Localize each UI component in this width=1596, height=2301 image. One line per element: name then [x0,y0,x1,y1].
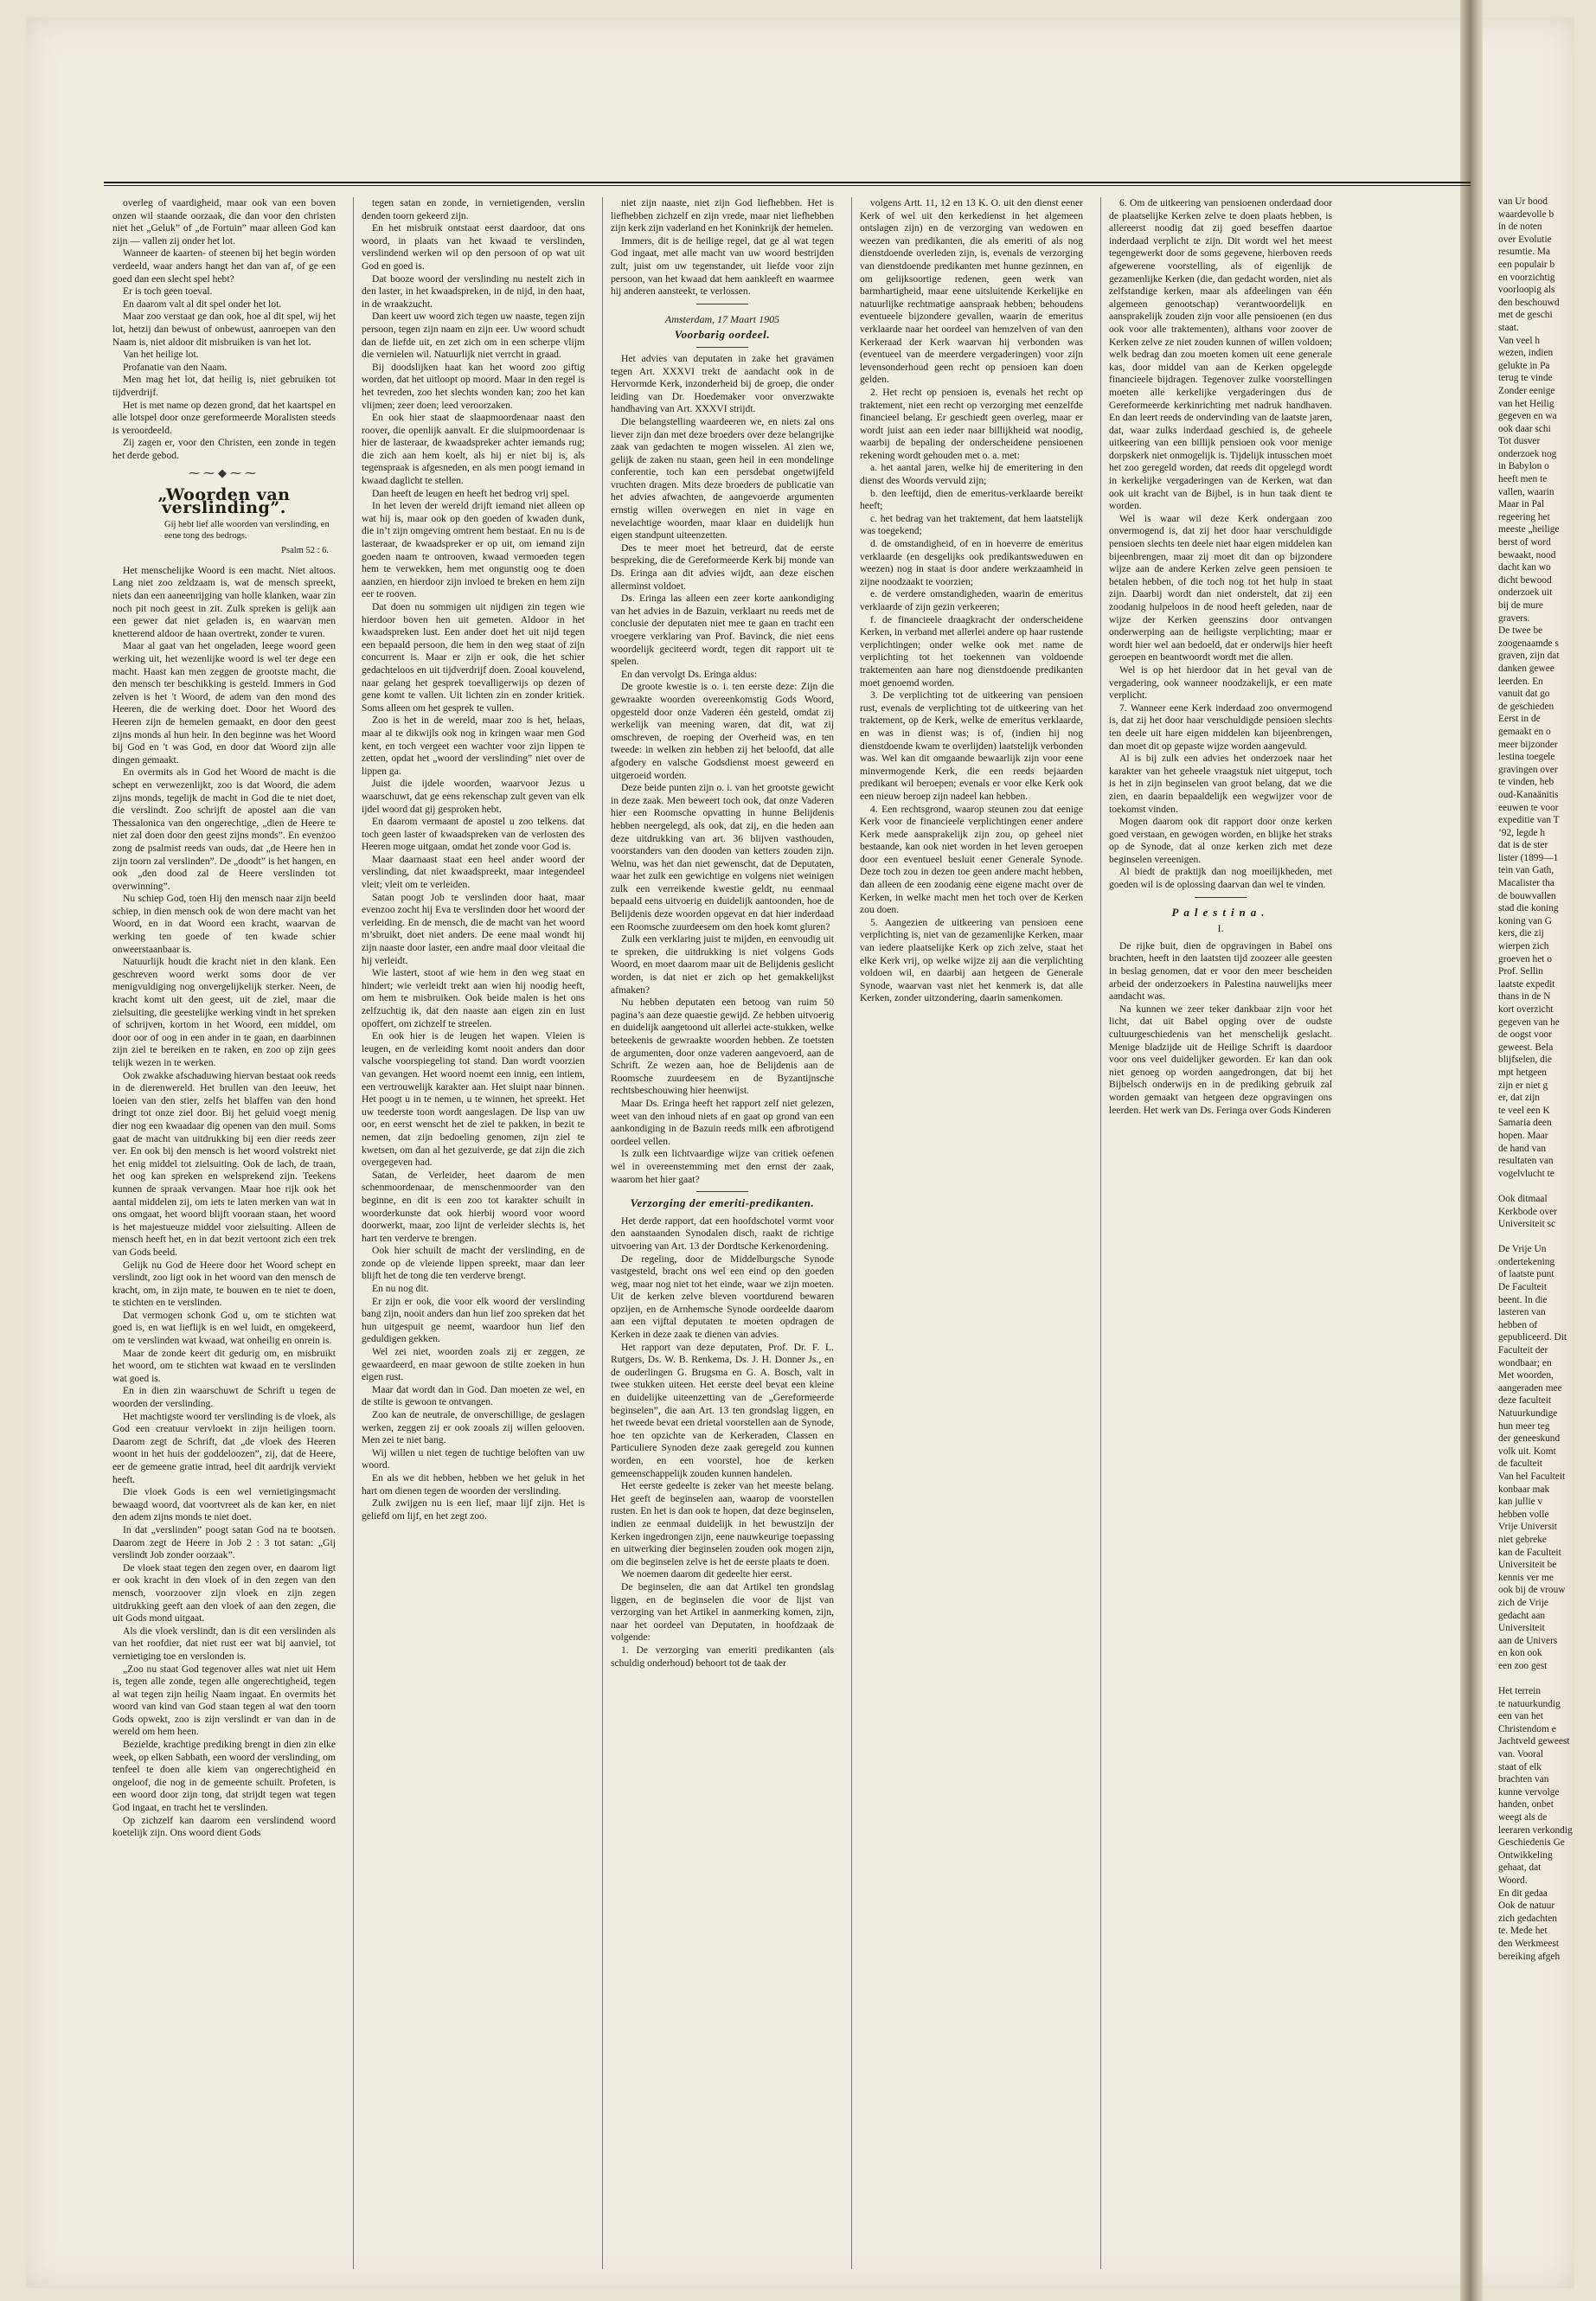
paragraph: Nu schiep God, toen Hij den mensch naar zijn beeld schiep, in dien mensch ook de won dere macht van het Woord, en in dat Woord een kracht, waarvan de werking ten goede of ten kwade schier onweerstaanbaar is. [112,893,336,955]
paragraph: b. den leeftijd, dien de emeritus-verklaarde bereikt heeft; [860,487,1083,512]
article-heading-palestina: Palestina. [1171,905,1270,919]
paragraph: Maar de zonde keert dit gedurig om, en misbruikt het woord, om te stichten wat kwaad en te verslinden wat goed is. [112,1347,336,1384]
paragraph: Profanatie van den Naam. [123,361,228,373]
text-line: expeditie van T [1498,815,1560,826]
text-line: Jachtveld geweest [1498,1736,1570,1747]
paragraph: Bezielde, krachtige prediking brengt in dien zin elke week, op elken Sabbath, een woord der verslinding, om tenfeel te doen alle kiem van ongerechtigheid en ongeloof, die nog in de gemeente schuilt. Profeten, is een woord door zijn tong, dat strijdt tegen wat tegen God ingaat, en tracht het te verslinden. [112,1739,336,1814]
text-line: de geschieden [1498,701,1554,712]
paragraph: Juist die ijdele woorden, waarvoor Jezus u waarschuwt, dat ge eens rekenschap zult geven van elk ijdel woord dat gij gesproken hebt. [362,778,585,815]
text-line: of laatste punt [1498,1269,1554,1280]
text-line: resultaten van [1498,1156,1554,1167]
paragraph: Ook hier schuilt de macht der verslinding, en de zonde op de vleiende lippen spreekt, maar dan leer blijft het de tong die ten verderve brengt. [362,1245,585,1282]
text-line: waardevolle b [1498,208,1554,220]
column-separator [353,197,354,2269]
text-line: Ook ditmaal [1498,1193,1548,1204]
text-line: te veel een K [1498,1105,1550,1116]
paragraph: En daarom vermaant de apostel u zoo telkens. dat toch geen laster of kwaadspreken van de verlosten des Heeren moge uitgaan, omdat het zonde voor God is. [362,816,585,853]
paragraph: Men mag het lot, dat heilig is, niet gebruiken tot tijdverdrijf. [112,374,336,398]
text-line: Eerst in de [1498,714,1541,725]
text-line: tein van Gath, [1498,865,1554,876]
top-rule-thin [104,185,1471,186]
text-line: konbaar mak [1498,1484,1550,1495]
text-line: zich gedachten [1498,1913,1557,1924]
paragraph: Wel is op het hierdoor dat in het geval van de vergadering, ook wanneer noodzakelijk, er een mate verplicht. [1109,663,1332,702]
paragraph: En overmits als in God het Woord de macht is die schept en verwezenlijkt, zoo is dat Woord, die adem zijns monds, tegelijk de macht in God die te niet doet, die verslindt. Zoo schrijft de apostel aan die van Thessalonica van den ongerechtige, „dien de Heere te niet zal doen door den geest zijns monds”. En evenzoo zong de psalmist reeds van ouds, dat „de Heere hen in zijn toorn zal verslinden”. De „doodt” is het hangen, en ook „den dood zal de Heere verslinden tot overwinning”. [112,766,336,892]
text-line: berst of word [1498,537,1551,548]
paragraph: volgens Artt. 11, 12 en 13 K. O. uit den dienst eener Kerk of wel uit den kerkedienst in het algemeen ontslagen zijn) en de verzorging van wedowen en weezen van predikanten, die als emeriti of als nog dienstdoende overleden zijn, is, evenals de verzorging van dienstdoende predikanten met hunne gezinnen, en om gelijksoortige redenen, geen werk van barmhartigheid, maar eene uitsluitende Kerkelijke en natuurlijke rechtmatige aanspraak hebben; behoudens eventueele bijzondere gevallen, waarin de emeritus verklaarde naar het oordeel van hemzelven of van den Kerkeraad der Kerk waarvan hij verbonden was (eventueel van de meerdere vergaderingen) voor zijn levensonderhoud geen recht op pensioen kan doen gelden. [860,197,1083,386]
text-line: beent. In die [1498,1294,1548,1305]
paragraph: Dat booze woord der verslinding nu nestelt zich in den laster, in het kwaadspreken, in de nijd, in den haat, in de wraakzucht. [362,272,585,310]
text-line: leeraren verkondig [1498,1824,1573,1836]
text-line: zich de Vrije [1498,1597,1548,1608]
column-3 [611,197,834,2269]
text-line: kan jullie v [1498,1497,1543,1508]
text-line: hopen. Maar [1498,1130,1548,1141]
text-line: regeering het [1498,511,1550,522]
text-line: van. Vooral [1498,1749,1544,1760]
article-motto: Gij hebt lief alle woorden van verslinding, en eene tong des bedrogs. [164,520,330,542]
paragraph: 2. Het recht op pensioen is, evenals het recht op traktement, niet een recht op verzorging met eenzelfde financieel belang. Er geschiedt geen overleg, maar er wordt juist aan een ieder naar billijkheid wat noodig, waarbij de bepaling der onderscheidene pensioenen rekening wordt gehouden met o. a. met: [860,386,1083,461]
paragraph: Deze beide punten zijn o. i. van het grootste gewicht in deze zaak. Men beweert toch ook, dat onze Vaderen hier een Roomsche opvatting in hunne Belijdenis hebben neergelegd, als ook, dat zij, en die heden aan deze uitdrukking van art. 36 blijven vasthouden, voorstanders van den dooden van ketters zouden zijn. Welnu, was het dan niet gewenscht, dat de Deputaten, waar het zulk een gewichtige en volgens niet weinigen zulk een verreikende kwestie geldt, nu eenmaal bepaald eens uitvoerig en duidelijk aantoonden, hoe de Belijdenis deze woorden opgevat en dat hier inderdaad een Roomsche zuurdeesem om den hoek komt gluren? [611,782,834,933]
paragraph: Zij zagen er, voor den Christen, een zonde in tegen het derde gebod. [112,437,336,461]
column-2 [362,197,585,2269]
text-line: van het Heilig [1498,398,1554,409]
paragraph: Satan, de Verleider, heet daarom de men schenmoordenaar, de menschenmoorder van den beginne, en dit is een zoo tot karakter schuilt in woorderkunste dat ook hierbij woord voor woord doorwerkt, maar, zoo lijnt de verleider slechts is, het hart ten verderve te brengen. [362,1169,585,1244]
paragraph: En dan vervolgt Ds. Eringa aldus: [621,668,758,680]
text-line: Geschiedenis Ge [1498,1837,1565,1849]
text-line: koning van G [1498,915,1553,926]
text-line: Faculteit der [1498,1345,1548,1356]
text-line: gegeven van he [1498,1016,1560,1028]
paragraph: d. de omstandigheid, of en in hoeverre de emeritus verklaarde (en desgelijks ook predikantsweduwen en weezen) nog in staat is door andere werkzaamheid in zijne noodzaakt te voorzien; [860,538,1083,587]
paragraph: Wel zei niet, woorden zoals zij er zeggen, ze gewaardeerd, en maar gewoon de stilte zoeken in hun eigen rust. [362,1346,585,1383]
paragraph: 3. De verplichting tot de uitkeering van pensioen rust, evenals de verplichting tot de uitkeering van het traktement, op de Kerk, welke de emeritus verklaarde, en was in dienst was; is of, (indien hij nog dienstdoende kwam te overlijden) laatstelijk verbonden was. Wel kan dit omgaande bewaarlijk zijn voor eene minvermogende Kerk, die een reeds bejaarden predikant wil beroepen; evenals er voor elke Kerk ook een nieuw beroep zijn nadeel kan hebben. [860,689,1083,802]
text-line: lister (1899—1 [1498,852,1559,863]
column-1-top [112,197,336,462]
text-line: Woord. [1498,1875,1528,1886]
text-line: Zonder eenige [1498,385,1555,396]
text-line: ondertekening [1498,1256,1555,1267]
paragraph: In het leven der wereld drijft iemand niet alleen op wat hij is, maar ook op den goeden of kwaden dunk, die in’t zijn omgeving omtrent hem bestaat. En nu is de lasteraar, de kwaadspreker er op uit, om iemand zijn goeden naam te ontrooven, kwaad vermoeden tegen hem te verwekken, hem met ongunstig oog te doen aanzien, en hierdoor zijn invloed te breken en hem zijn eer te rooven. [362,500,585,600]
text-line: Kerkbode over [1498,1206,1557,1217]
text-line: kennis ver me [1498,1572,1554,1583]
paragraph: Wie lastert, stoot af wie hem in den weg staat en hindert; wie verleidt trekt aan wien hij noodig heeft, om hem te misbruiken. Ook beide malen is het ons zelfzuchtig ik, dat den naaste aan eigen zin en lust opoffert, om zichzelf te streelen. [362,967,585,1029]
text-line: staat of elk [1498,1761,1542,1772]
text-line: aan de Univers [1498,1635,1558,1646]
text-line: te. Mede het [1498,1926,1548,1937]
paragraph: Natuurlijk houdt die kracht niet in den klank. Een geschreven woord werkt soms door de ver menigvuldiging nog onvergelijkelijk sterker. Neen, de kracht komt uit den geest, uit de ziel, maar die zielsuiting, die geestelijke werking vindt in het spreken of schrijven, kortom in het Woord, een middel, om door oor of oog in een ander in te gaan, en daarbinnen zijn ziel te bereiken en te raken, en zoo op zijn gees telijk wezen in te werken. [112,956,336,1068]
text-line: De twee be [1498,625,1543,637]
text-line: vogelvlucht te [1498,1168,1554,1179]
text-line: Vrije Universit [1498,1522,1557,1533]
text-line: gegeven en wa [1498,411,1557,422]
paragraph: Wij willen u niet tegen de tuchtige beloften van uw woord. [362,1446,585,1471]
column-separator [851,197,852,2269]
text-line: handen, onbet [1498,1799,1554,1811]
article-heading-woorden: „Woorden van verslinding”. [157,485,291,517]
text-line: te natuurkundig [1498,1698,1561,1709]
column-4 [860,197,1083,2269]
paragraph: Wanneer de kaarten- of steenen bij het begin worden verdeeld, waar anders hangt het dan van af, of ge een goed dan een slecht spel hebt? [112,247,336,285]
column-5-body [1109,197,1332,892]
paragraph: Al is bij zulk een advies het onderzoek naar het karakter van het geheele vraagstuk niet uitgeput, toch is het in zijn beginselen van groot belang, dat we die zien, en daarin bepaaldelijk een wegwijzer voor de toekomst vinden. [1109,753,1332,815]
paragraph: De beginselen, die aan dat Artikel ten grondslag liggen, en de beginselen die voor de lijst van verzorging van het Artikel in aanmerking komen, zijn, naar het oordeel van Deputaten, in hoofdzaak de volgende: [611,1580,834,1644]
text-line: zijn er niet g [1498,1080,1548,1091]
paragraph: Des te meer moet het betreurd, dat de eerste bespreking, die de Gereformeerde Kerk bij monde van Ds. Eringa aan dit advies wijdt, aan deze eischen allerminst voldoet. [611,542,834,592]
paragraph: 4. Een rechtsgrond, waarop steunen zou dat eenige Kerk voor de financieele verplichtingen eener andere Kerk mede aansprakelijk zijn zou, op geheel niet bestaande, kan ook niet worden in het leven geroepen door een eventueel besluit eener Generale Synode. Deze toch zou in dezen toe geen andere macht hebben, dan alleen de een zoodanig eene eigene macht over de Kerken, in welke macht men het toch over de Kerken zou doen. [860,803,1083,916]
text-line: Macalister tha [1498,878,1554,889]
paragraph: Mogen daarom ook dit rapport door onze kerken goed verstaan, en gewogen worden, en blijke het straks op de Synode, dat al onze kerken zich met deze beginselen vereenigen. [1109,816,1332,865]
paragraph: Zulk een verklaring juist te mijden, en eenvoudig uit te spreken, die uitdrukking is niet volgens Gods Woord, en moet daarom maar uit de Belijdenis geslicht worden, is dat niet er zich op het gemakkelijkst afmaken? [611,933,834,996]
paragraph: Nu hebben deputaten een betoog van ruim 50 pagina’s aan deze quaestie gewijd. Ze hebben uitvoerig en duidelijk aangetoond uit allerlei acte-stukken, welke beteekenis de gewraakte woorden hebben. Ze toetsten de argumenten, door onze vaderen aangevoerd, aan de Schrift. Ze wezen aan, hoe de Belijdenis aan de Roomsche zuurdeesem en de Byzantijnsche rechtsbeschouwing hier heenwijst. [611,997,834,1097]
adjacent-page-column [1498,195,1578,2272]
top-rule [104,182,1471,183]
text-line: Met woorden, [1498,1370,1554,1381]
article-heading-voorbarig: Voorbarig oordeel. [674,328,771,342]
paragraph: Als die vloek verslindt, dan is dit een verslinden als van het roofdier, dat niet rust eer wat bij aanviel, tot vernietiging toe en verslonden is. [112,1625,336,1662]
article-body-woorden [112,565,336,1840]
text-line: resumtie. Ma [1498,247,1551,258]
text-line: volk uit. Komt [1498,1445,1556,1457]
column-separator [1100,197,1101,2269]
text-line: hebben volle [1498,1509,1549,1520]
text-line: eeuwen te voor [1498,802,1559,813]
text-line: stad die koning [1498,903,1559,914]
text-line: kort overzicht [1498,1004,1554,1015]
paragraph: Het derde rapport, dat een hoofdschotel vormt voor den aanstaanden Synodalen disch, raakt de richtige uitvoering van Art. 13 der Dordtsche Kerkenordening. [611,1215,834,1252]
text-line: gelukte in Pa [1498,360,1550,371]
column-separator [602,197,603,2269]
paragraph: Maar Ds. Eringa heeft het rapport zelf niet gelezen, weet van den inhoud niets af en gaat op grond van een aankondiging in de Bazuin reeds milk een afbrotigend oordeel vellen. [611,1097,834,1147]
text-line: dicht bewood [1498,574,1552,586]
text-line: gravingen over [1498,764,1558,775]
paragraph: niet zijn naaste, niet zijn God liefhebben. Het is liefhebben zichzelf en zijn vrede, maar niet liefhebben zijn kerk zijn vaderland en het Koninkrijk der hemelen. [611,197,834,234]
text-line: een zoo gest [1498,1660,1548,1671]
paragraph: Het is met name op dezen grond, dat het kaartspel en alle lotspel door onze gereformeerde Moralisten steeds is veroordeeld. [112,399,336,436]
text-line: hebben of [1498,1319,1538,1330]
text-line: Van hel Faculteit [1498,1471,1566,1482]
paragraph: Er zijn er ook, die voor elk woord der verslinding bang zijn, nooit anders dan hun lief zoo spreken dat het hun uitgespuit ge neemt, waardoor hun lief den geduldigen gekken. [362,1295,585,1345]
text-line: onderzoek uit [1498,587,1553,599]
article-body-verzorging [611,1215,834,1670]
column-2-body [362,197,585,1522]
column-3-top [611,197,834,298]
article-heading-verzorging: Verzorging der emeriti-predikanten. [630,1196,815,1210]
text-line: te vinden, heb [1498,777,1554,788]
text-line: dacht kan wo [1498,562,1551,574]
text-line: wezen, indien [1498,348,1554,359]
paragraph: Wel is waar wil deze Kerk ondergaan zoo onvermogend is, dat zij het door haar verschuldigde pensioen slechts ten deele niet haar eigen middelen kan bijeenbrengen, maar zij moet dit dan op bijzondere wijze aan de andere Kerken zelve geen pensioen te betalen hebben, of die toch nog tot het hulp in staat zijn. Daarbij wordt dan niet onderstelt, dat zij een zoodanig hulpeloos in de nood heeft geleden, naar de wijze der Kerken geenszins door ontvangen onderwerping aan de heiligste verplichting; maar er wordt hier wel aan bedoeld, dat er onderwijs hier heeft geroepen en beantwoordt wordt met die allen. [1109,512,1332,663]
paragraph: En ook hier staat de slaapmoordenaar naast den roover, die openlijk aanvalt. Er die sluipmoordenaar is hier de lasteraar, de kwaadspreker achter iemands rug; die zich aan hem koelt, als hij er niet bij is, als tegenspraak is afgesneden, en als men poogt iemand in kwaad daglicht te stellen. [362,412,585,487]
text-line: Christendom e [1498,1723,1556,1734]
text-line: terug te vinde [1498,373,1553,384]
text-line: aangeraden mee [1498,1382,1562,1394]
paragraph: Het eerste gedeelte is zeker van het meeste belang. Het geeft de beginselen aan, waarop de voorstellen rusten. En het is dan ook te hopen, dat deze beginselen, indien ze eenmaal duidelijk in het bewustzijn der Kerken ingedrongen zijn, eene nauwkeurige toepassing en uitwerking dier beginselen zouden ook mogen zijn, om die beginselen zelve is het de eerste plaats te doen. [611,1480,834,1567]
paragraph: Is zulk een lichtvaardige wijze van critiek oefenen wel in overeenstemming met den ernst der zaak, waarom het hier gaat? [611,1148,834,1185]
text-line: kan de Faculteit [1498,1547,1561,1558]
paragraph: Het menschelijke Woord is een macht. Niet altoos. Lang niet zoo zeldzaam is, wat de mensch spreekt, niets dan een aaneenrijging van holle klanken, waar zin noch pit noch geest in zit. Zulk spreken is gelijk aan een gewer dat niet geladen is, en waarvan men knetterend aldoor de haan overtrekt, zonder te vuren. [112,564,336,639]
text-line: de oogst voor [1498,1029,1553,1041]
paragraph: De rijke buit, dien de opgravingen in Babel ons brachten, heeft in den laatsten tijd zoozeer alle geesten in beslag genomen, dat er voor den meer bescheiden arbeid der onderzoekers in Palestina nauwelijks meer aandacht was. [1109,939,1332,1003]
text-line: de faculteit [1498,1458,1542,1470]
text-line: den beschouwd [1498,297,1560,308]
text-line: wierpen zich [1498,941,1549,952]
text-line: leerden. En [1498,676,1543,687]
divider [696,347,748,348]
paragraph: Zoo is het in de wereld, maar zoo is het, helaas, maar al te dikwijls ook nog in kringen waar men God kent, en toch vergeet een wachter voor zijn lippen te zetten, opdat het „woord der verslinding” niet over de lippen ga. [362,715,585,777]
paragraph: Dat vermogen schonk God u, om te stichten wat goed is, en wat lieflijk is en wel luidt, en omgekeerd, om te verslinden wat kwaad, wat onheilig en onrein is. [112,1309,336,1347]
text-line: danken gewee [1498,663,1554,674]
paragraph: Dan heeft de leugen en heeft het bedrog vrij spel. [372,487,570,499]
paragraph: Maar dat wordt dan in God. Dan moeten ze wel, en de stilte is gewoon te ontvangen. [362,1383,585,1408]
paragraph: En als we dit hebben, hebben we het geluk in het hart om dienen tegen de woorden der verslinding. [362,1471,585,1497]
text-line: gemaakt en o [1498,726,1551,737]
text-line: De Faculteit [1498,1282,1547,1293]
paragraph: c. het bedrag van het traktement, dat hem laatstelijk was toegekend; [860,512,1083,537]
paragraph: Er is toch geen toeval. [123,285,213,298]
paragraph: Dat doen nu sommigen uit nijdigen zin tegen wie hierdoor boven hen uit gemeten. Aldoor in het kwaadspreken lust. Een ander doet het uit nijd tegen een bepaald persoon, die hem in den weg staat of zijn concurrent is. Maar er zijn er ook, die het schier gedachteloos en uit tijdverdrijf doen. Zooal kouvelend, naar gelang het gesprek toevalligerwijs op dezen of gene komt te vallen. Uit lichten zin en zonder kritiek. Soms alleen om het gesprek te vullen. [362,601,585,714]
dateline: Amsterdam, 17 Maart 1905 [664,312,780,325]
text-line: Universiteit [1498,1623,1545,1634]
paragraph: 7. Wanneer eene Kerk inderdaad zoo onvermogend is, dat zij het door haar verschuldigde pensioen slechts ten deele uit hare eigen middelen kan bijeenbrengen, dan moet dit op gepaste wijze worden aangevuld. [1109,702,1332,752]
text-line [1498,1672,1578,1685]
paragraph: 1. De verzorging van emeriti predikanten (als schuldig onderhoud) behoort tot de taak der [611,1644,834,1669]
text-line: een van het [1498,1711,1543,1722]
text-line: blijfselen, die [1498,1054,1552,1066]
text-line: en kon ook [1498,1648,1542,1659]
text-line: vallen, waarin [1498,486,1554,497]
text-line: de bouwvallen [1498,890,1556,901]
text-line: En dit gedaa [1498,1888,1548,1899]
text-line: bereiking afgeh [1498,1951,1561,1962]
text-line: er, dat zijn [1498,1093,1540,1104]
paragraph: De regeling, door de Middelburgsche Synode vastgesteld, bracht ons wel een eind op den goeden weg, maar nog niet tot het einde, waar we zijn moeten. Uit de kerken zelve bleven voortdurend bewaren opzijen, en de Arnhemsche Synode oordeelde daarom aan een vijftal deputaten te moeten opdragen de Kerken in deze zaak te dienen van advies. [611,1253,834,1341]
paragraph: Het advies van deputaten in zake het gravamen tegen Art. XXXVI trekt de aandacht ook in de Hervormde Kerk, inzonderheid bij de groep, die onder leiding van Dr. Hoedemaker voor onverzwakte handhaving van Art. XXXVI strijdt. [611,352,834,415]
text-line: groeven het o [1498,953,1552,965]
motto-source: Psalm 52 : 6. [281,546,329,556]
paragraph: In dat „verslinden” poogt satan God na te bootsen. Daarom zegt de Heere in Job 2 : 3 tot satan: „Gij verslindt Job zonder oorzaak”. [112,1523,336,1561]
text-line: Universiteit sc [1498,1219,1556,1230]
paragraph: Dan keert uw woord zich tegen uw naaste, tegen zijn persoon, tegen zijn naam en zijn eer. Uw woord schudt dan de liefde uit, en zet zich om in een scherpe vlijm die vernielen wil. Natuurlijk niet verrcht in graad. [362,311,585,361]
text-line: dat is de ster [1498,840,1548,851]
text-line: heeft men te [1498,474,1548,485]
paragraph: 6. Om de uitkeering van pensioenen onderdaad door de plaatselijke Kerken zelve te doen plaats hebben, is allereerst noodig dat zij goed beseffen daartoe inderdaad verplicht te zijn. Dit wordt wel het meest tegengewerkt door de soms gegevene, hierboven reeds afgewerene voorstelling, als of eigenlijk de gezamenlijke Kerken (die, dan gedacht worden, niet als zelfstandige kerken, maar als afdeelingen van één algemeen genootschap) verantwoordelijk en aansprakelijk zouden zijn voor alle pensioenen (en dus ook voor alle traktementen), althans voor zoover de Kerken zelve ze niet zouden kunnen of willen voldoen; welk bedrag dan zou moeten komen uit eene generale kas, door middel van aan de Kerken opgelegde financieele bijdragen. Tegenover zulke voorstellingen moeten alle kerkelijke vergaderingen dus de Gereformeerde kerkinrichting met nadruk handhaven. En dan leert reeds de ondervinding van de laatste jaren, dat, waar zulks inderdaad geschied is, de geheele uitkeering van een billijk pensioen ook voor menige dorpskerk niet onmogelijk is. Tijdelijk intusschen moet het zoo geregeld worden, dat reeds dit opgelegd wordt in kerkelijke vergaderingen van de Kerken, wat dan ook uit kracht van de Bijbel, is in hun taak dient te worden. [1109,197,1332,512]
paragraph: Die belangstelling waardeeren we, en niets zal ons liever zijn dan met deze broeders over deze belangrijke zaak van gedachten te mogen wisselen. Al zien we, gelijk de zaken nu staan, geen heil in een mondelinge conferentie, toch kan een persdebat ongetwijfeld vruchten dragen. Mits deze broeders de publicatie van het advies afwachten, de aangevoerde argumenten ernstig willen overwegen en niet in vage en nevelachtige woorden, maar klaar en duidelijk hun eigen standpunt uiteenzetten. [611,415,834,542]
text-line: Ook de natuur [1498,1900,1555,1912]
text-line: niet gebreke [1498,1534,1547,1545]
paragraph: overleg of vaardigheid, maar ook van een boven onzen wil staande oorzaak, die dan voor den christen niet het „Geluk” of „de Fortuin” maar alleen God kan zijn — vallen zij onder het lot. [112,197,336,247]
article-body-voorbarig [611,353,834,1186]
paragraph: Die vloek Gods is een wel vernietigingsmacht bewaagd woord, dat voortvreet als de kan ker, en niet den adem zijns monds te niet doet. [112,1486,336,1523]
text-line: in Babylon o [1498,461,1549,472]
text-line: kers, die zij [1498,928,1544,939]
paragraph: f. de financieele draagkracht der onderscheidene Kerken, in verband met allerlei andere op haar rustende verplichtingen; onder welke ook met name de verplichting tot het toekennen van voldoende traktementen aan hare nog dienstdoende predikanten moet genoemd worden. [860,613,1083,689]
article-part-number: I. [1217,922,1224,935]
paragraph: De groote kwestie is o. i. ten eerste deze: Zijn die gewraakte woorden overeenkomstig Gods Woord, opgesteld door onze Vaderen één gesteld, omdat zij werkelijk van meening waren, dat dit, wat zij omschreven, de roeping der Overheid was, en ten tweede: in welken zin hebben zij het beloofd, dat alle afgodery en valsche Godsdienst moest geweerd en uitgeroeid worden. [611,681,834,781]
text-line: meer bijzonder [1498,739,1558,750]
text-line: weegt als de [1498,1812,1548,1823]
text-line: onderzoek nog [1498,448,1557,459]
text-line: wondbaar; en [1498,1357,1552,1368]
paragraph: Bij doodslijken haat kan het woord zoo giftig worden, dat het uitloopt op moord. Maar in den regel is het tevreden, zoo het slechts wonden kan; zoo het kan vlijmen; zeer doen; leed veroorzaken. [362,361,585,411]
paragraph: e. de verdere omstandigheden, waarin de emeritus verklaarde of zijn gezin verkeeren; [860,588,1083,612]
text-line: van Ur bood [1498,196,1548,207]
text-line: Natuurkundige [1498,1408,1558,1419]
text-line: oud-Kanaänitis [1498,789,1559,800]
text-line: een populair b [1498,259,1555,270]
paragraph: De vloek staat tegen den zegen over, en daarom ligt er ook kracht in den vloek of in den zegen van den mensch, voorzoover zijn vloek en zijn zegen uitdrukking geeft aan den vloek of aan den zegen, die uit Gods mond uitgaat. [112,1561,336,1625]
paragraph: En het misbruik ontstaat eerst daardoor, dat ons woord, in plaats van het kwaad te verslinden, verslindend werken wil op den persoon of op wat uit God en goed is. [362,222,585,272]
paragraph: Maar zoo verstaat ge dan ook, hoe al dit spel, wij het lot, hetzij dan bewust of onbewust, aanroepen van den Naam is, niet aldoor dit misbruiken is van het lot. [112,311,336,348]
text-line: der geneeskund [1498,1433,1561,1445]
text-line: Maar in Pal [1498,499,1545,510]
paragraph: Op zichzelf kan daarom een verslindend woord koetelijk zijn. Ons woord dient Gods [112,1814,336,1839]
text-line [1498,1180,1578,1193]
text-line: meeste „heilige [1498,524,1560,535]
text-line: de hand van [1498,1143,1547,1154]
text-line: gepubliceerd. Dit [1498,1332,1567,1343]
text-line: zoogenaamde s [1498,638,1559,649]
text-line: De Vrije Un [1498,1244,1547,1255]
paragraph: En in dien zin waarschuwt de Schrift u tegen de woorden der verslinding. [112,1385,336,1410]
paragraph: En nu nog dit. [372,1283,429,1295]
paragraph: Maar daarnaast staat een heel ander woord der verslinding, dat niet kwaadspreekt, maar integendeel vleit; vleit om te verleiden. [362,853,585,891]
text-line: kunne vervolge [1498,1786,1560,1798]
text-line: thans in de N [1498,991,1551,1003]
text-line: lasteren van [1498,1307,1546,1318]
paragraph: Satan poogt Job te verslinden door haat, maar evenzoo zocht hij Eva te verslinden door het woord der verleiding. En de mensch, die de macht van het woord m’sbruikt, doet niet anders. De eene maal wondt hij zijn naaste door laster, een andre maal door vleitaal die hij verleidt. [362,891,585,966]
divider [696,1191,748,1192]
text-line: ook daar schi [1498,423,1551,434]
text-line: Tot dusver [1498,436,1541,447]
ornament: ⁓⁓◆⁓⁓ [189,466,260,480]
paragraph: Gelijk nu God de Heere door het Woord schept en verslindt, zoo ligt ook in het woord van den mensch de kracht, om, in zijn mate, te bouwen en te niet te doen, te stichten en te verslinden. [112,1259,336,1309]
text-line: deze faculteit [1498,1395,1552,1407]
paragraph: Immers, dit is de heilige regel, dat ge al wat tegen God ingaat, met alle macht van uw woord bestrijden zult, juist om uw tegenstander, uit liefde voor zijn persoon, van het kwaad dat hem aankleeft en waarmee hij anderen aansteekt, te verlossen. [611,234,834,298]
paragraph: Het rapport van deze deputaten, Prof. Dr. F. L. Rutgers, Ds. W. B. Renkema, Ds. J. H. Donner Js., en de ouderlingen G. Brugsma en G. A. Bosch, valt in twee stukken uiteen. Het eerste deel bevat een kleine en duidelijke uiteenzetting van de „Gereformeerde beginselen”, die aan Art. 13 ten grondslag liggen, en het tweede bevat een drietal voorstellen aan de Synode, hoe ten opzichte van de Kerkeraden, Classen en Particuliere Synoden deze zaak geregeld zou kunnen worden, en een voorstel, hoe de kerken gemeenschappelijk zouden kunnen handelen. [611,1341,834,1479]
paragraph: „Zoo nu staat God tegenover alles wat niet uit Hem is, tegen alle zonde, tegen alle ongerechtigheid, tegen al wat tegen zijn heilig Naam ingaat. En overmits het woord van kind van God staan tegen al wat den toorn Gods opwekt, zoo is zijn verslindt er van dan in de wereld om hem heen. [112,1663,336,1738]
text-line: graven, zijn dat [1498,651,1560,662]
text-line: Universiteit be [1498,1560,1557,1571]
paragraph: Al biedt de praktijk dan nog moeilijkheden, met goeden wil is de oplossing daarvan dan wel te vinden. [1109,866,1332,891]
text-line: gravers. [1498,612,1530,624]
paragraph: Maar al gaat van het ongeladen, leege woord geen werking uit, het wezenlijke woord is wel ter dege een macht. Haast kan men zeggen de grootste macht, die den mensch ter beschikking is gesteld. Immers in God zelven is het 't Woord, de adem van den mond des Heeren, die de werking doet. Door het Woord des Heeren zijn de hemelen gemaakt, en door den geest zijns monds al hun heir. In den beginne was het Woord bij God en 't was God, en door dat Woord zijn alle dingen gemaakt. [112,640,336,766]
paragraph: a. het aantal jaren, welke hij de emeritering in den dienst des Woords vervuld zijn; [860,462,1083,487]
text-line: Samaria deen [1498,1118,1552,1129]
text-line: gedacht aan [1498,1610,1546,1621]
paragraph: Van het heilige lot. [123,349,199,361]
article-body-palestina [1109,940,1332,1117]
text-line: laatste expedit [1498,978,1555,990]
text-line: den Werkmeest [1498,1938,1560,1949]
text-line: ook bij de vrouw [1498,1585,1566,1596]
paragraph: En ook hier is de leugen het wapen. Vleien is leugen, en de verleiding komt nooit anders dan door valsche voorspiegeling tot stand. Dan wordt voorzien van gevangen. Het woord noemt een innig, een intiem, een vertrouwelijk karakter aan. Het sluipt naar binnen. Het poogt u in te nemen, u te winnen, het spreekt. Het uw teederste toon wordt aangeslagen. De lisp van uw oor, en eerst wenscht het de ziel te pakken, in bezit te nemen, dat zijn bedoeling genomen, zijn ziel te kwetsen, om dan al het gezuiverde, ge dat zijn die zich overgegeven had. [362,1030,585,1169]
text-line [1498,1231,1578,1244]
paragraph: En daarom valt al dit spel onder het lot. [123,298,282,310]
text-line: hun meer teg [1498,1420,1550,1432]
column-4-body [860,197,1083,1005]
paragraph: 5. Aangezien de uitkeering van pensioen eene verplichting is, niet van de gezamenlijke Kerken, maar van iedere plaatselijke Kerk op zich zelve, staat het elke Kerk vrij, op welke wijze zij aan die verplichting voldoen wil, en daarbij aan hetgeen de Generale Synode, waarvan vast niet het kenmerk is, dat alle Kerken, zonder uitzondering, daarin samenkomen. [860,916,1083,1004]
paragraph: Zoo kan de neutrale, de onverschillige, de geslagen werken, zeggen zij er ook zooals zij willen gelooven. Men zei te niet bang. [362,1409,585,1446]
text-line: gehaat, dat [1498,1862,1542,1874]
text-line: bij de mure [1498,600,1543,611]
text-line: Ontwikkeling [1498,1849,1553,1861]
paragraph: tegen satan en zonde, in vernietigenden, verslin denden toorn gekeerd zijn. [362,197,585,221]
text-line: lestina toegele [1498,752,1555,763]
divider [1195,897,1247,898]
text-line: geweest. Bela [1498,1042,1554,1053]
paragraph: Na kunnen we zeer teker dankbaar zijn voor het licht, dat uit Babel opging over de oudste cultuurgeschiedenis van het menschelijk geslacht. Menige bladzijde uit de Heilige Schrift is daardoor voor ons veel duidelijker geworden. Er kan dan ook niet genoeg op worden aangedrongen, dat bij het Bijbelsch onderwijs en in de prediking gebruik zal worden gemaakt van hetgeen deze opgravingen ons leerden. Het werk van Ds. Feringa over Gods Kinderen [1109,1003,1332,1116]
text-line: staat. [1498,322,1519,333]
text-line: in de noten [1498,221,1542,233]
text-line: voorloopig als [1498,285,1555,296]
paragraph: Ds. Eringa las alleen een zeer korte aankondiging van het advies in de Bazuin, verklaart nu reeds met de conclusie der deputaten niet mee te gaan en tracht een vroegere verklaring van Prof. Bavinck, die niet eens woordelijk geciteerd wordt, tegen dit rapport uit te spelen. [611,593,834,668]
text-line: en voorzichtig [1498,272,1555,283]
column-5 [1109,197,1332,2269]
paragraph: Zulk zwijgen nu is een lief, maar lijf zijn. Het is geliefd om lijf, en het zegt zoo. [362,1497,585,1522]
column-1 [112,197,336,2269]
paragraph: We noemen daarom dit gedeelte hier eerst. [621,1568,792,1580]
text-line: mpt hetgeen [1498,1067,1547,1078]
text-line: Van veel h [1498,335,1541,346]
text-line: met de geschi [1498,310,1553,321]
text-line: bewaakt, nood [1498,549,1556,561]
text-line: brachten van [1498,1774,1549,1785]
binding-spine [1460,0,1483,2301]
text-line: ’92, legde h [1498,827,1546,838]
text-line: Het terrein [1498,1686,1542,1697]
paragraph: Het machtigste woord ter verslinding is de vloek, als God een creatuur vervloekt in zijn heiligen toorn. Daarom zegt de Schrift, dat „de vloek des Heeren woont in het huis der goddeloozen”, zij, dat de Heere, eer de gemeene gratie intrad, heel dit aardrijk verviekt heeft. [112,1410,336,1485]
text-line: Prof. Sellin [1498,966,1543,977]
text-line: over Evolutie [1498,234,1552,245]
text-line: vanuit dat go [1498,689,1550,700]
paragraph: Ook zwakke afschaduwing hiervan bestaat ook reeds in de dierenwereld. Het brullen van den leeuw, het loeien van den stier, zelfs het blaffen van den hond dringt tot onze ziel door. Bij het geluid voegt menig dier nog een kwaadaar dig openen van den muil. Soms gaat de macht van uitdrukking bij een dier reeds zeer ver. En ook bij den mensch is het woord volstrekt niet het enig middel tot zielsuiting. Ook de lach, de traan, het oog kan spreken en welsprekend zijn. Teekens kunnen de spraak vervangen. Maar hoe rijk ook het aantal middelen zij, om iets te laten merken van wat in ons omgaat, het woord blijft vooraan staan, het woord is het majestueuze middel voor zielsuiting. Alleen de mensch heeft het, en in dat bezit vertoont zich een trek van Gods beeld. [112,1069,336,1258]
